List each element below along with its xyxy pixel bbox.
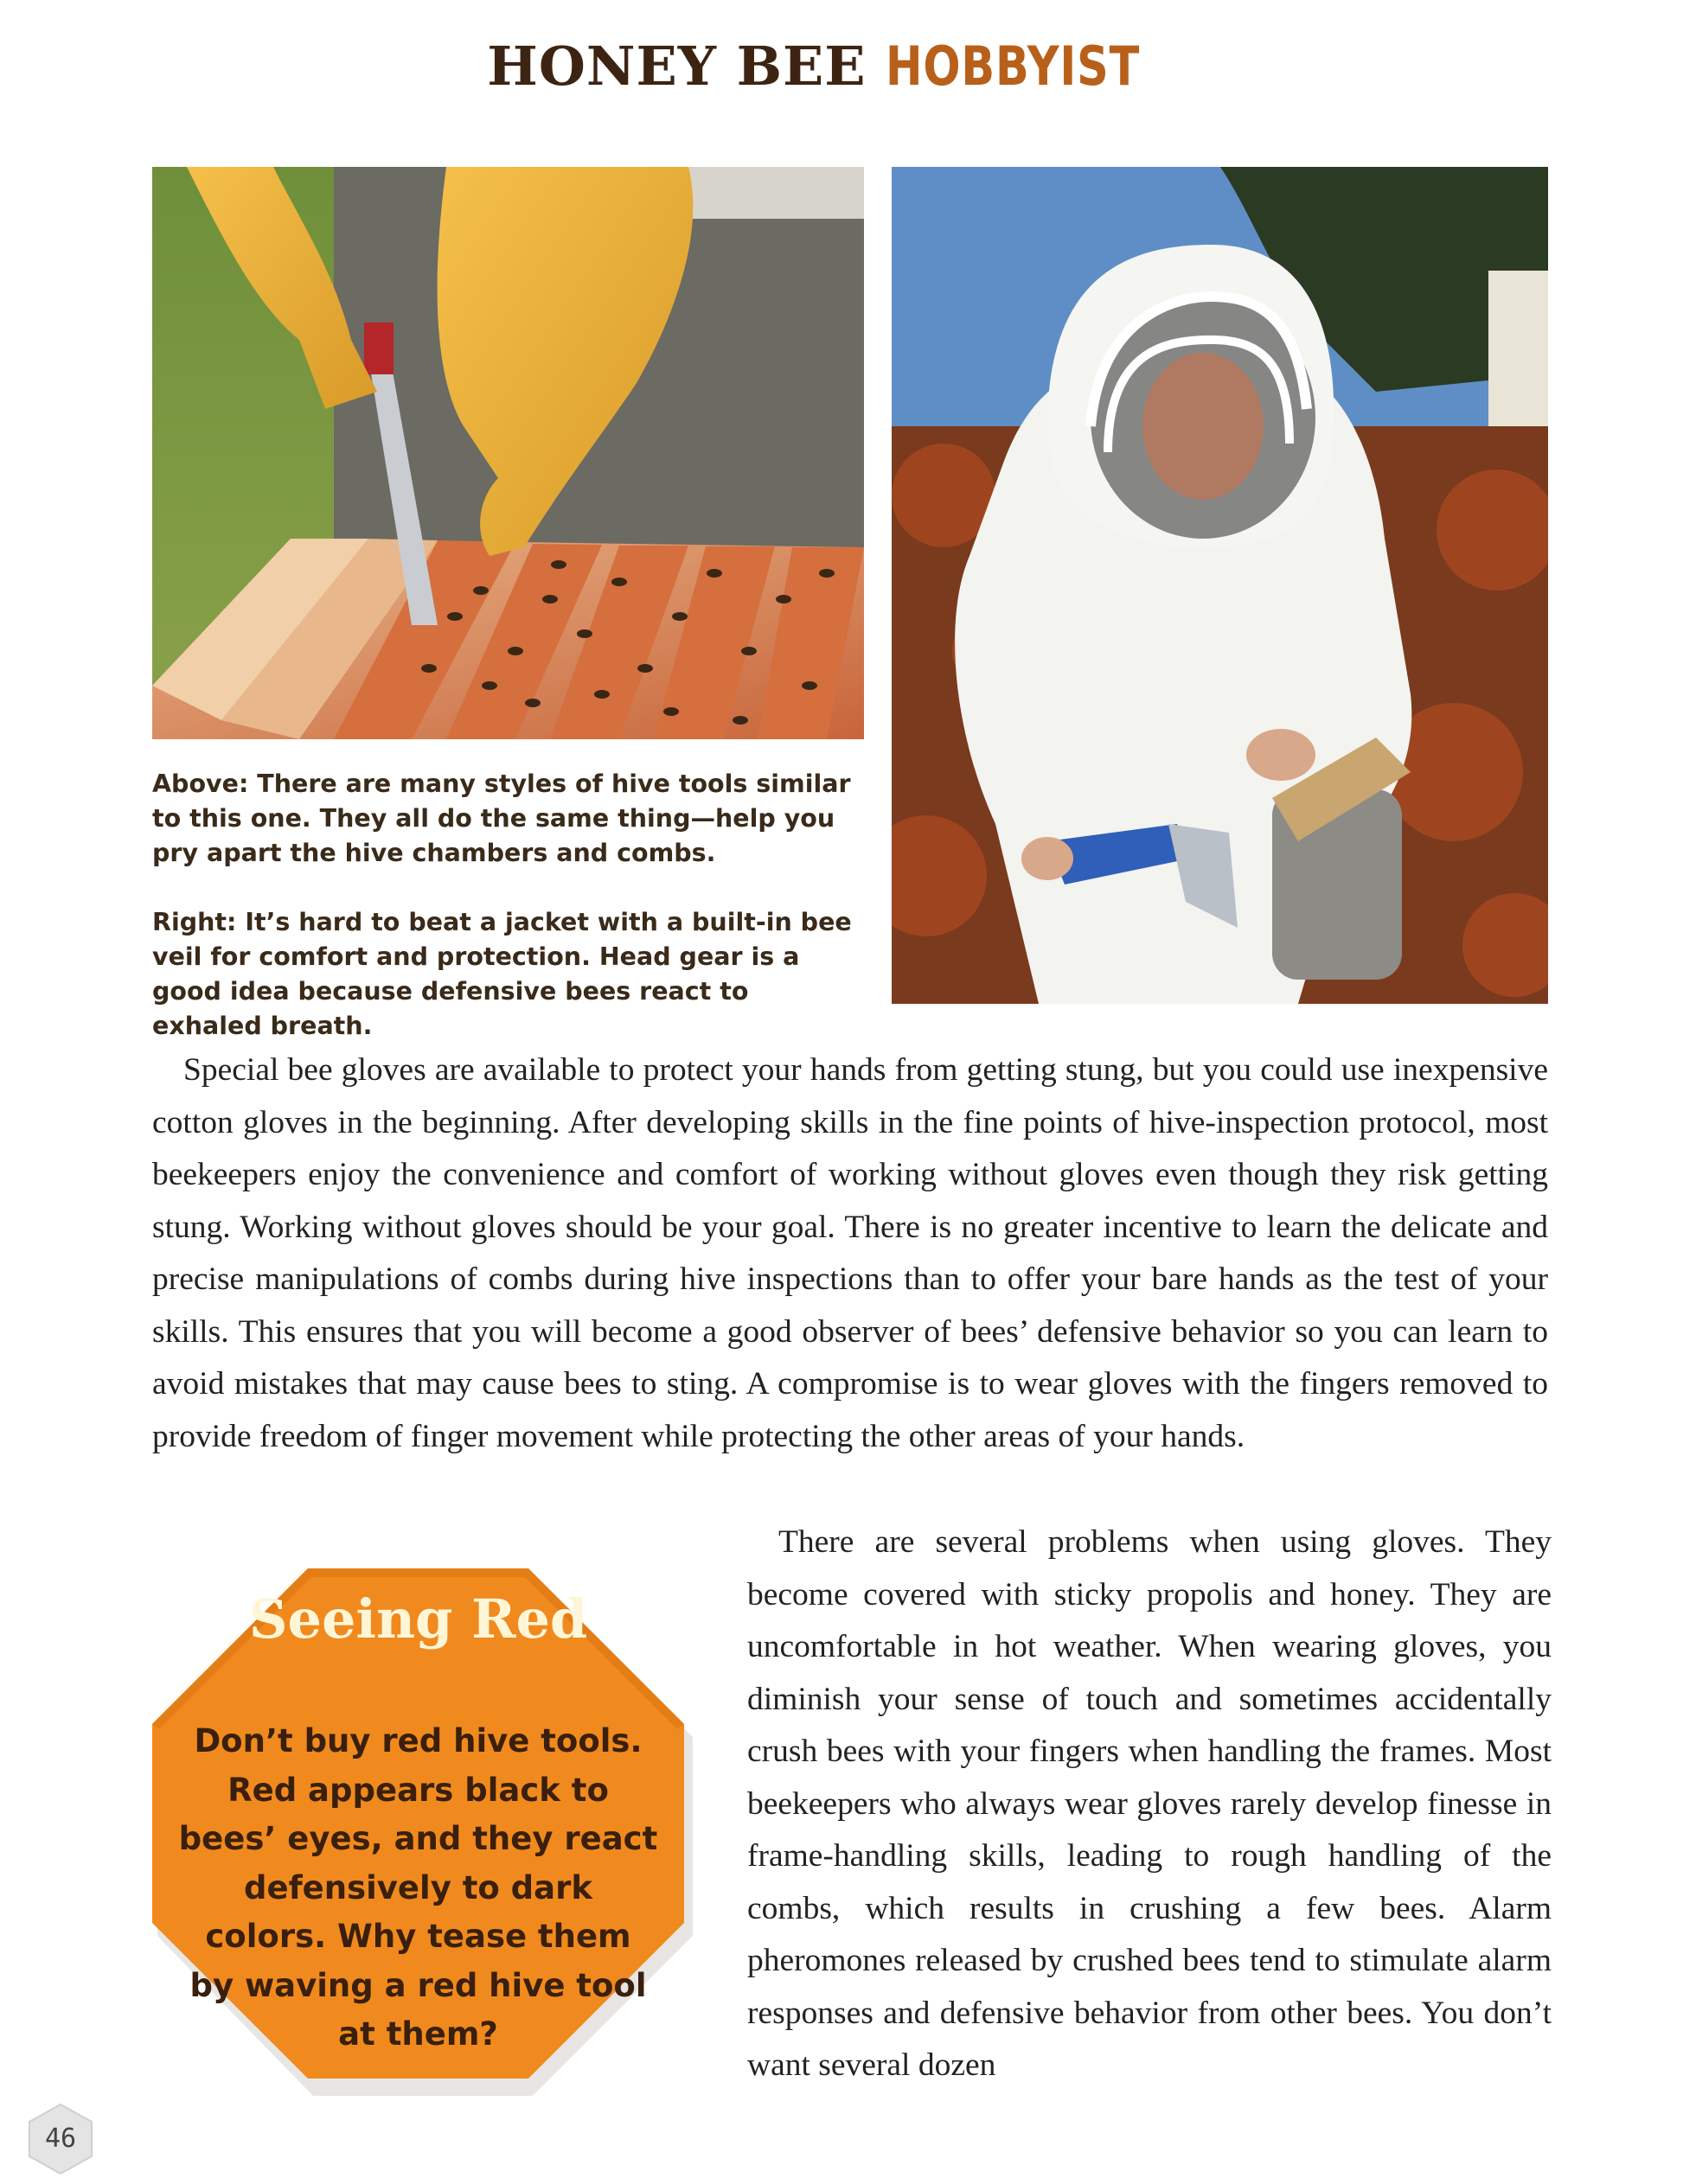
beekeeper-suit-photo-illustration xyxy=(892,167,1548,1004)
body-paragraph-2: There are several problems when using gloves. They become covered with sticky propolis and honey. They are uncomfortable in hot weather. When wearing gloves, you diminish your sense of touch and sometimes accidentally crush bees with your fingers when handling the frames. Most beekeepers who always wear gloves rarely develop finesse in frame-handling skills, leading to rough handling of the combs, which results in crushing a few bees. Alarm pheromones released by crushed bees tend to stimulate alarm responses and defensive behavior from other bees. You don’t want several dozen xyxy=(747,1524,1552,2083)
header-title-main: HONEY BEE xyxy=(487,35,867,98)
caption-right: Right: It’s hard to beat a jacket with a built-in bee veil for comfort and protection. Head gear is a good idea because defensive bees react to exhaled breath. xyxy=(152,908,852,1040)
page-number-badge xyxy=(24,2103,97,2175)
page-header-title xyxy=(0,35,1683,98)
beekeeper-suit-photo xyxy=(892,167,1548,1004)
sidebar-text: Don’t buy red hive tools. Red appears black to bees’ eyes, and they react defensively to dark colors. Why tease them by waving a red hive tool at them? xyxy=(178,1722,658,2053)
page-number: 46 xyxy=(44,2123,77,2154)
seeing-red-sidebar xyxy=(152,1568,684,2079)
hive-tool-photo-illustration xyxy=(152,167,864,739)
header-title-accent: HOBBYIST xyxy=(886,35,1141,98)
hive-tool-photo xyxy=(152,167,864,739)
caption-above: Above: There are many styles of hive tools similar to this one. They all do the same thing—help you pry apart the hive chambers and combs. xyxy=(152,770,851,867)
sidebar-title: Seeing Red xyxy=(248,1587,588,1651)
body-paragraph-1: Special bee gloves are available to protect your hands from getting stung, but you could use inexpensive cotton gloves in the beginning. After developing skills in the fine points of hive-inspection protocol, most beekeepers enjoy the convenience and comfort of working without gloves even though they risk getting stung. Working without gloves should be your goal. There is no greater incentive to learn the delicate and precise manipulations of combs during hive inspections than to offer your bare hands as the test of your skills. This ensures that you will become a good observer of bees’ defensive behavior so you can learn to avoid mistakes that may cause bees to sting. A compromise is to wear gloves with the fingers removed to provide freedom of finger movement while protecting the other areas of your hands. xyxy=(152,1052,1548,1454)
